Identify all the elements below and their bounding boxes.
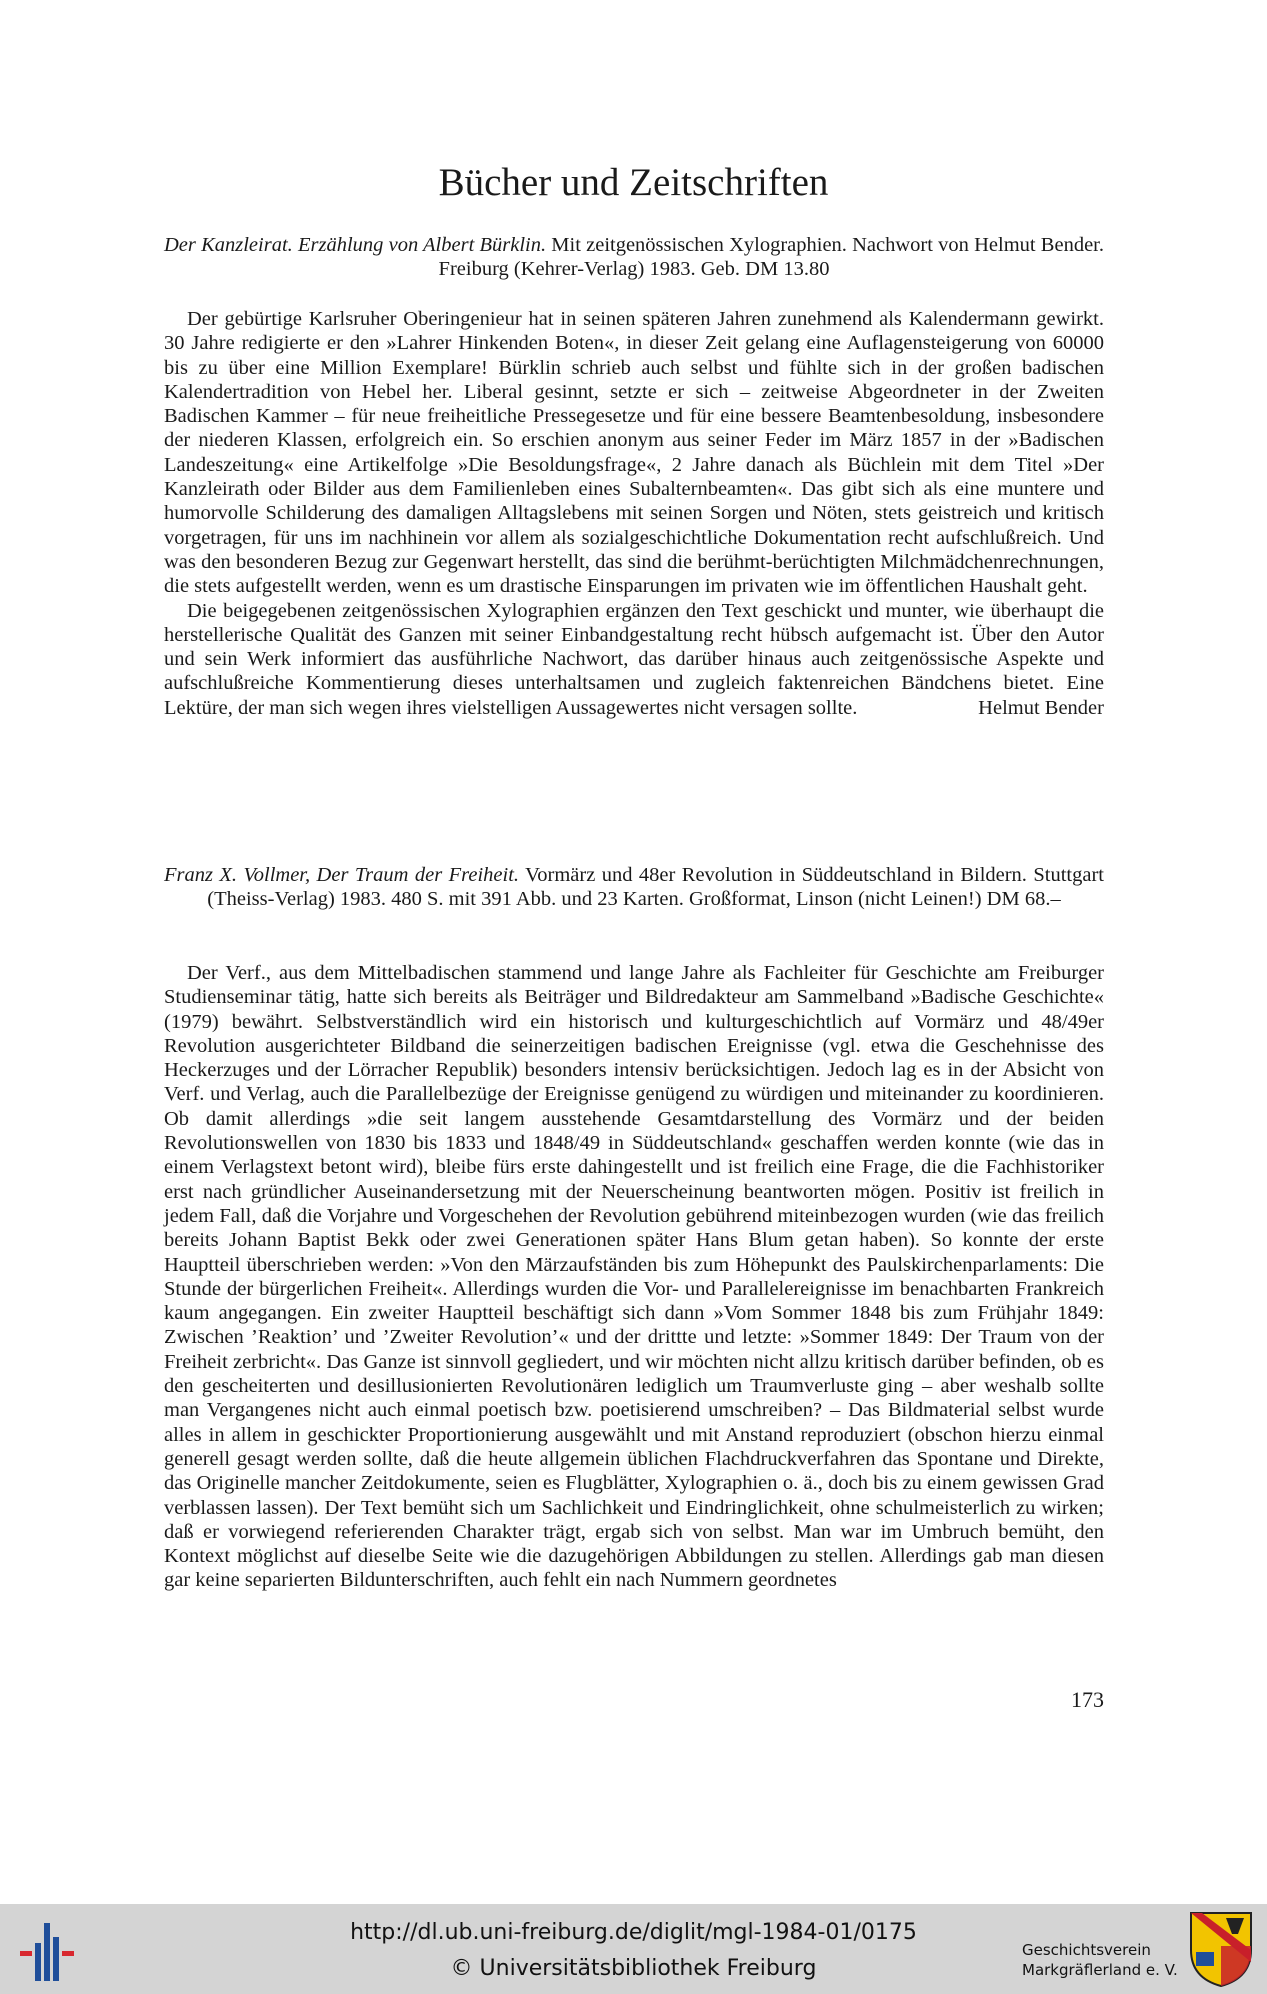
review2-citation-title: Franz X. Vollmer, Der Traum der Freiheit. — [164, 864, 520, 886]
review2-paragraph: Der Verf., aus dem Mittelbadischen stammend und lange Jahre als Fachleiter für Geschichte am Freiburger Studienseminar tätig, hatte sich bereits als Beiträger und Bildredakteur am Sammelband »Badische Geschichte« (1979) bewährt. Selbstverständlich wird ein historisch und kulturgeschichtlich auf Vormärz und 48/49er Revolution ausgerichteter Bildband die seinerzeitigen badischen Ereignisse (vgl. etwa die Geschehnisse des Heckerzuges und der Lörracher Republik) besonders intensiv berücksichtigen. Jedoch lag es in der Absicht von Verf. und Verlag, auch die Parallelbezüge der Ereignisse genügend zu würdigen und miteinander zu koordinieren. Ob damit allerdings »die seit langem ausstehende Gesamtdarstellung des Vormärz und der beiden Revolutionswellen von 1830 bis 1833 und 1848/49 in Süddeutschland« geschaffen werden konnte (wie das in einem Verlagstext betont wird), bleibe fürs erste dahingestellt und ist freilich eine Frage, die die Fachhistoriker erst nach gründlicher Auseinandersetzung mit der Neuerscheinung beantworten mögen. Positiv ist freilich in jedem Fall, daß die Vorjahre und Vorgeschehen der Revolution gebührend miteinbezogen wurden (wie das freilich bereits Johann Baptist Bekk oder zwei Generationen später Hans Blum getan haben). So konnte der erste Hauptteil überschrieben werden: »Von den Märzaufständen bis zum Höhepunkt des Paulskirchenparlaments: Die Stunde der bürgerlichen Freiheit«. Allerdings wurden die Vor- und Parallelereignisse im benachbarten Frankreich kaum angegangen. Ein zweiter Hauptteil beschäftigt sich dann »Vom Sommer 1848 bis zum Frühjahr 1849: Zwischen ’Reaktion’ und ’Zweiter Revolution’« und der drittte und letzte: »Sommer 1849: Der Traum von der Freiheit zerbricht«. Das Ganze ist sinnvoll gegliedert, und wir möchten nicht allzu kritisch darüber befinden, ob es den gescheiterten und desillusionierten Revolutionären lediglich um Traumverluste ging – aber weshalb sollte man Vergangenes nicht auch einmal poetisch bzw. poetisierend umschreiben? – Das Bildmaterial selbst wurde alles in allem in geschickter Proportionierung ausgewählt und mit Anstand reproduziert (obschon hierzu einmal generell gesagt werden sollte, daß die heute allgemein üblichen Flachdruckverfahren das Spontane und Direkte, das Originelle mancher Zeitdokumente, seien es Flugblätter, Xylographien o. ä., doch bis zu einem gewissen Grad verblassen lassen). Der Text bemüht sich um Sachlichkeit und Eindringlichkeit, ohne schulmeisterlich zu wirken; daß er vorwiegend referierenden Charakter trägt, ergab sich von selbst. Man war im Umbruch bemüht, den Kontext möglichst auf dieselbe Seite wie die dazugehörigen Abbildungen zu stellen. Allerdings gab man diesen gar keine separierten Bildunterschriften, auch fehlt ein nach Nummern geordnetes — [164, 962, 1104, 1592]
footer-bar — [0, 1904, 1267, 1994]
review1-body — [164, 307, 1104, 720]
page-number: 173 — [1071, 1687, 1104, 1712]
review1-signature: Helmut Bender — [978, 696, 1104, 719]
review1-paragraph: Die beigegebenen zeitgenössischen Xylographien ergänzen den Text geschickt und munter, wie überhaupt die herstellerische Qualität des Ganzen mit seiner Einbandgestaltung recht hübsch aufgemacht ist. Über den Autor und sein Werk informiert das ausführliche Nachwort, das darüber hinaus auch zeitgenössische Aspekte und aufschlußreiche Kommentierung dieses unterhaltsamen und zugleich faktenreichen Bändchens bietet. Eine Lektüre, der man sich wegen ihres vielstelligen Aussagewertes nicht versagen sollte. — [164, 599, 1104, 719]
review2-body — [164, 961, 1104, 1593]
footer-copyright: © Universitätsbibliothek Freiburg — [450, 1956, 817, 1981]
review2-citation-details: Vormärz und 48er Revolution in Süddeutschland in Bildern. Stuttgart (Theiss-Verlag) 1983. 480 S. mit 391 Abb. und 23 Karten. Großformat, Linson (nicht Leinen!) DM 68.– — [207, 864, 1104, 911]
page-heading: Bücher und Zeitschriften — [438, 161, 829, 204]
review1-citation — [164, 233, 1104, 282]
coat-of-arms-icon — [1188, 1910, 1254, 1988]
society-name-line1: Geschichtsverein — [1022, 1941, 1151, 1959]
society-name — [1022, 1940, 1178, 1980]
review1-citation-details: Mit zeitgenössischen Xylographien. Nachwort von Helmut Bender. Freiburg (Kehrer-Verlag) 1983. Geb. DM 13.80 — [438, 234, 1104, 281]
review2-citation — [164, 863, 1104, 912]
review1-paragraph: Der gebürtige Karlsruher Oberingenieur hat in seinen späteren Jahren zunehmend als Kalendermann gewirkt. 30 Jahre redigierte er den »Lahrer Hinkenden Boten«, in dieser Zeit gelang eine Auflagensteigerung von 60000 bis zu über eine Million Exemplare! Bürklin schrieb auch selbst und fühlte sich in der großen badischen Kalendertradition von Hebel her. Liberal gesinnt, setzte er sich – zeitweise Abgeordneter in der Zweiten Badischen Kammer – für neue freiheitliche Pressegesetze und für eine bessere Beamtenbesoldung, insbesondere der niederen Klassen, erfolgreich ein. So erschien anonym aus seiner Feder im März 1857 in der »Badischen Landeszeitung« eine Artikelfolge »Die Besoldungsfrage«, 2 Jahre danach als Büchlein mit dem Titel »Der Kanzleirath oder Bilder aus dem Familienleben eines Subalternbeamten«. Das gibt sich als eine muntere und humorvolle Schilderung des damaligen Alltagslebens mit seinen Sorgen und Nöten, stets geistreich und kritisch vorgetragen, für uns im nachhinein vor allem als sozialgeschichtliche Dokumentation recht aufschlußreich. Und was den besonderen Bezug zur Gegenwart herstellt, das sind die berühmt-berüchtigten Milchmädchenrechnungen, die stets aufgestellt werden, wenn es um drastische Einsparungen im privaten wie im öffentlichen Haushalt geht. — [164, 308, 1104, 598]
footer-url-link[interactable]: http://dl.ub.uni-freiburg.de/diglit/mgl-1984-01/0175 — [350, 1920, 917, 1945]
review1-citation-title: Der Kanzleirat. Erzählung von Albert Bürklin. — [164, 234, 547, 256]
society-name-line2: Markgräflerland e. V. — [1022, 1961, 1178, 1979]
